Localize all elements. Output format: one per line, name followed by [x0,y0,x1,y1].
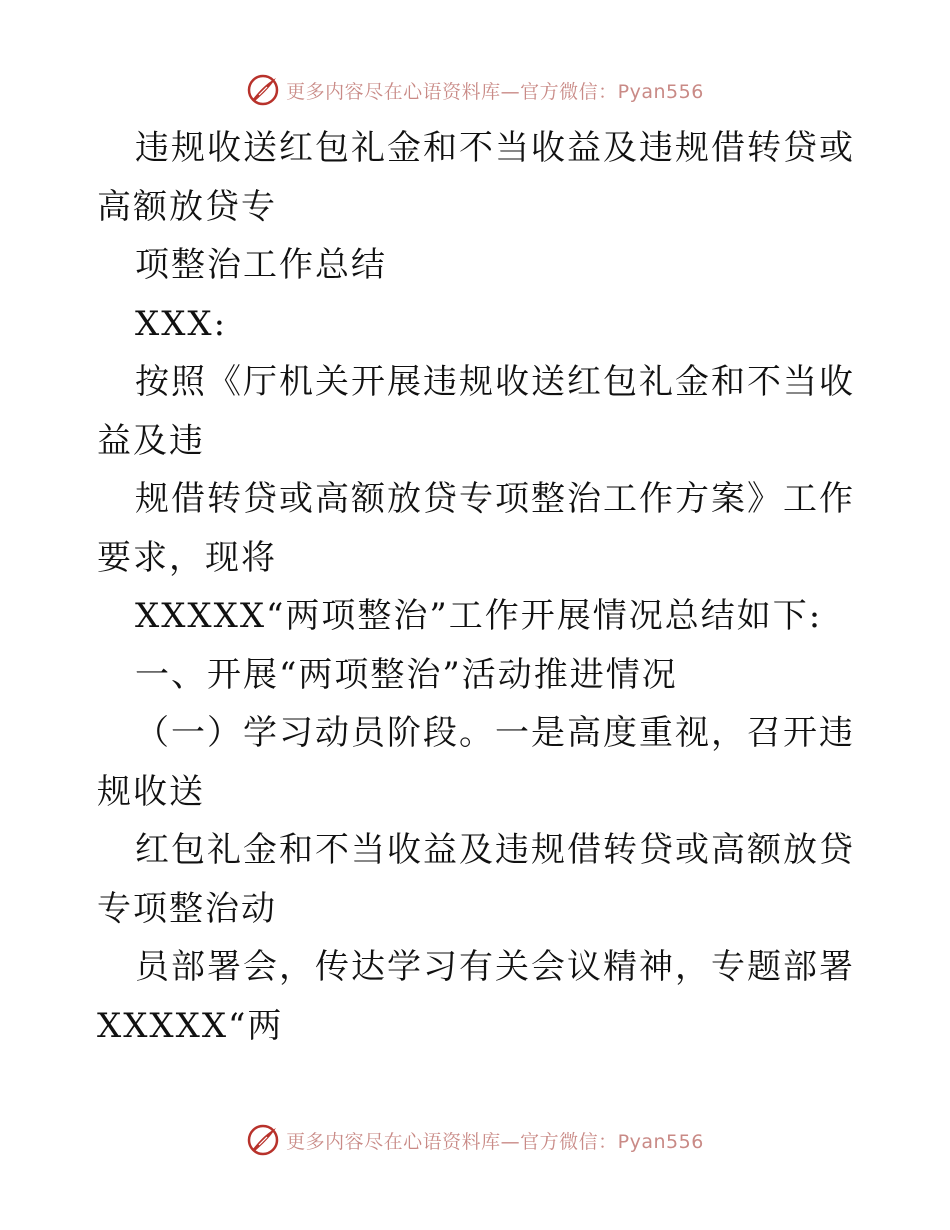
paragraph: 按照《厅机关开展违规收送红包礼金和不当收益及违 [97,362,855,461]
header-banner-text: 更多内容尽在心语资料库—官方微信：Pyan556 [286,80,704,103]
footer-banner [0,1120,950,1160]
footer-banner-text: 更多内容尽在心语资料库—官方微信：Pyan556 [286,1130,704,1153]
title-line: 违规收送红包礼金和不当收益及违规借转贷或高额放贷专 [97,128,855,227]
section-heading: 一、开展“两项整治”活动推进情况 [135,654,678,695]
paragraph: 员部署会，传达学习有关会议精神，专题部署 XXXXX“两 [97,947,868,1046]
header-banner [0,70,950,110]
title-line-cont: 项整治工作总结 [135,245,387,285]
quill-logo-icon [246,1123,280,1157]
document-body [97,119,868,1055]
paragraph: （一）学习动员阶段。一是高度重视，召开违规收送 [97,713,855,812]
paragraph: XXXXX“两项整治”工作开展情况总结如下: [135,596,823,636]
paragraph: 红包礼金和不当收益及违规借转贷或高额放贷专项整治动 [97,830,855,929]
paragraph: 规借转贷或高额放贷专项整治工作方案》工作要求，现将 [97,479,855,578]
salutation: XXX: [135,303,228,344]
quill-logo-icon [246,73,280,107]
